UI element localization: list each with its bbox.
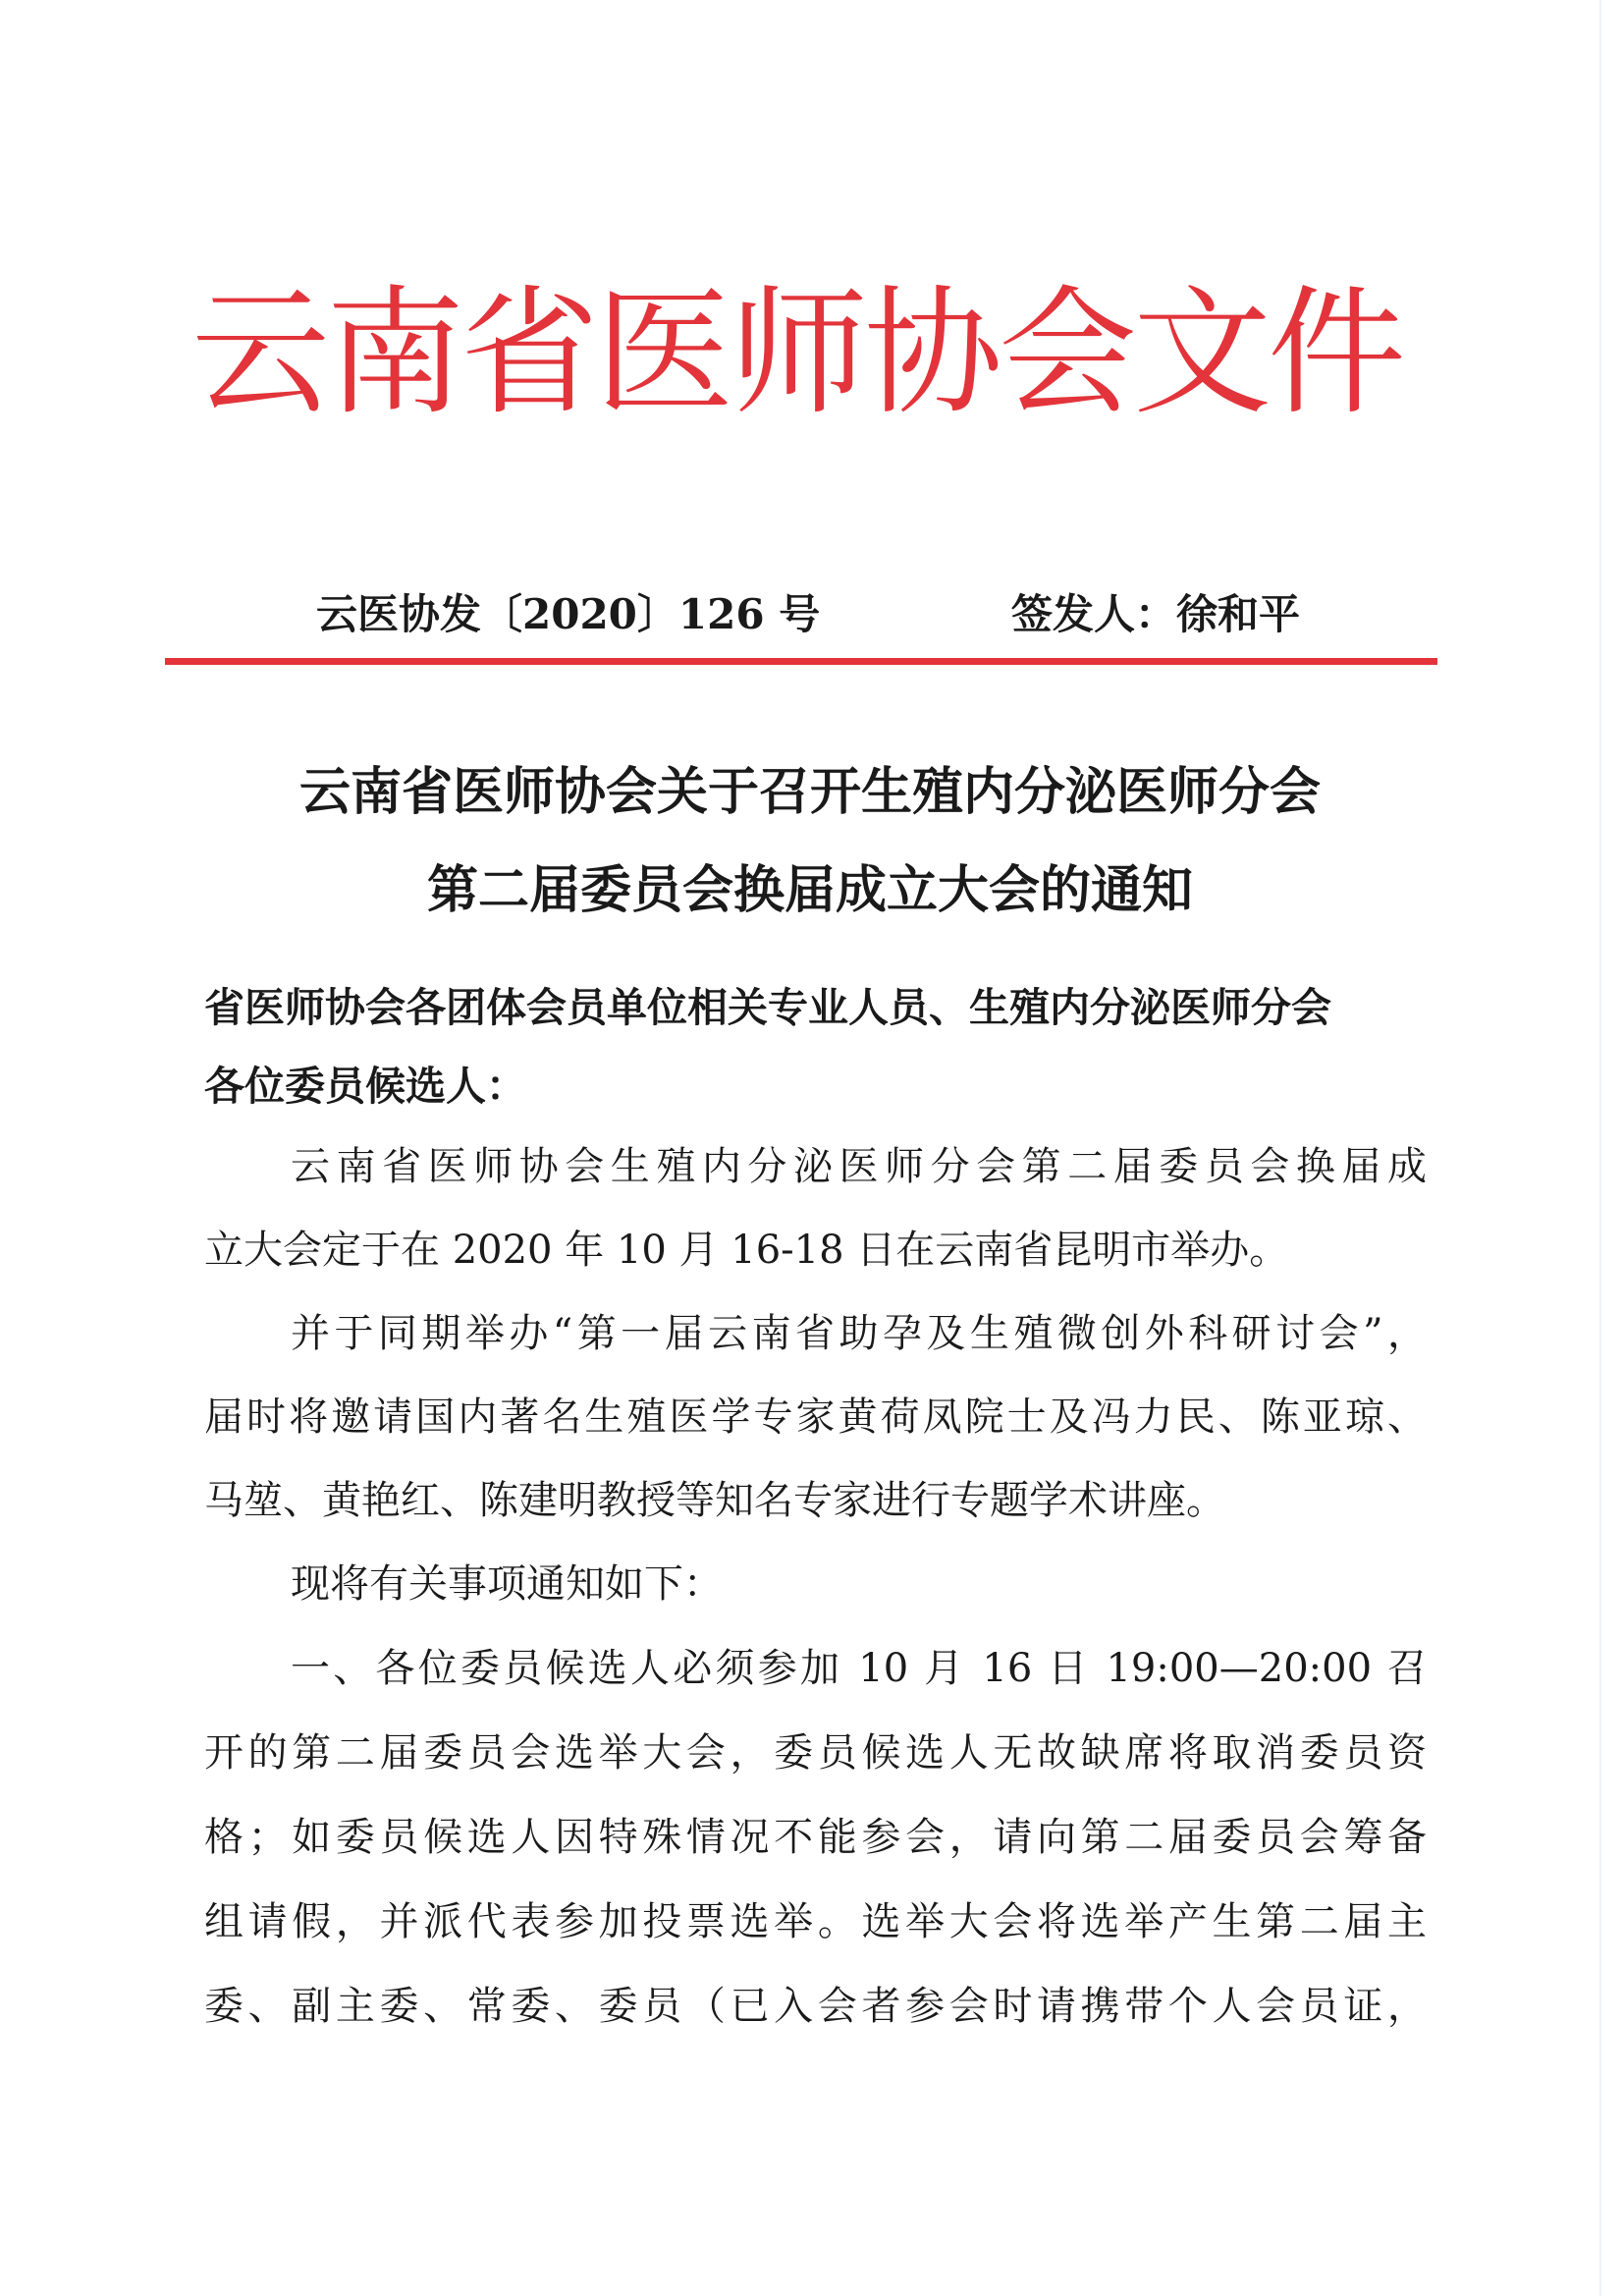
body-line-7: 一、各位委员候选人必须参加 10 月 16 日 19:00—20:00 召	[291, 1646, 1427, 1691]
body-line-8: 开的第二届委员会选举大会，委员候选人无故缺席将取消委员资	[204, 1730, 1427, 1776]
body-line-1: 云南省医师协会生殖内分泌医师分会第二届委员会换届成	[291, 1144, 1427, 1189]
body-line-10: 组请假，并派代表参加投票选举。选举大会将选举产生第二届主	[204, 1899, 1427, 1944]
document-number: 云医协发〔2020〕126 号	[316, 590, 821, 638]
body-line-6: 现将有关事项通知如下：	[291, 1561, 723, 1607]
scan-edge-line	[1599, 0, 1601, 2296]
masthead-title: 云南省医师协会文件	[191, 273, 1403, 434]
red-divider-rule	[165, 658, 1437, 665]
addressee-line-2: 各位委员候选人：	[204, 1063, 526, 1110]
body-line-9: 格；如委员候选人因特殊情况不能参会，请向第二届委员会筹备	[204, 1815, 1427, 1860]
body-line-11: 委、副主委、常委、委员（已入会者参会时请携带个人会员证，	[204, 1984, 1427, 2029]
notice-title-line-2: 第二届委员会换届成立大会的通知	[426, 861, 1193, 920]
addressee-line-1: 省医师协会各团体会员单位相关专业人员、生殖内分泌医师分会	[204, 984, 1331, 1031]
body-line-2: 立大会定于在 2020 年 10 月 16-18 日在云南省昆明市举办。	[204, 1228, 1289, 1273]
body-line-3: 并于同期举办“第一届云南省助孕及生殖微创外科研讨会”，	[291, 1311, 1427, 1356]
notice-title-line-1: 云南省医师协会关于召开生殖内分泌医师分会	[298, 763, 1321, 822]
signer: 签发人：徐和平	[1011, 590, 1301, 638]
body-line-5: 马堃、黄艳红、陈建明教授等知名专家进行专题学术讲座。	[204, 1478, 1225, 1523]
body-line-4: 届时将邀请国内著名生殖医学专家黄荷凤院士及冯力民、陈亚琼、	[204, 1394, 1427, 1440]
